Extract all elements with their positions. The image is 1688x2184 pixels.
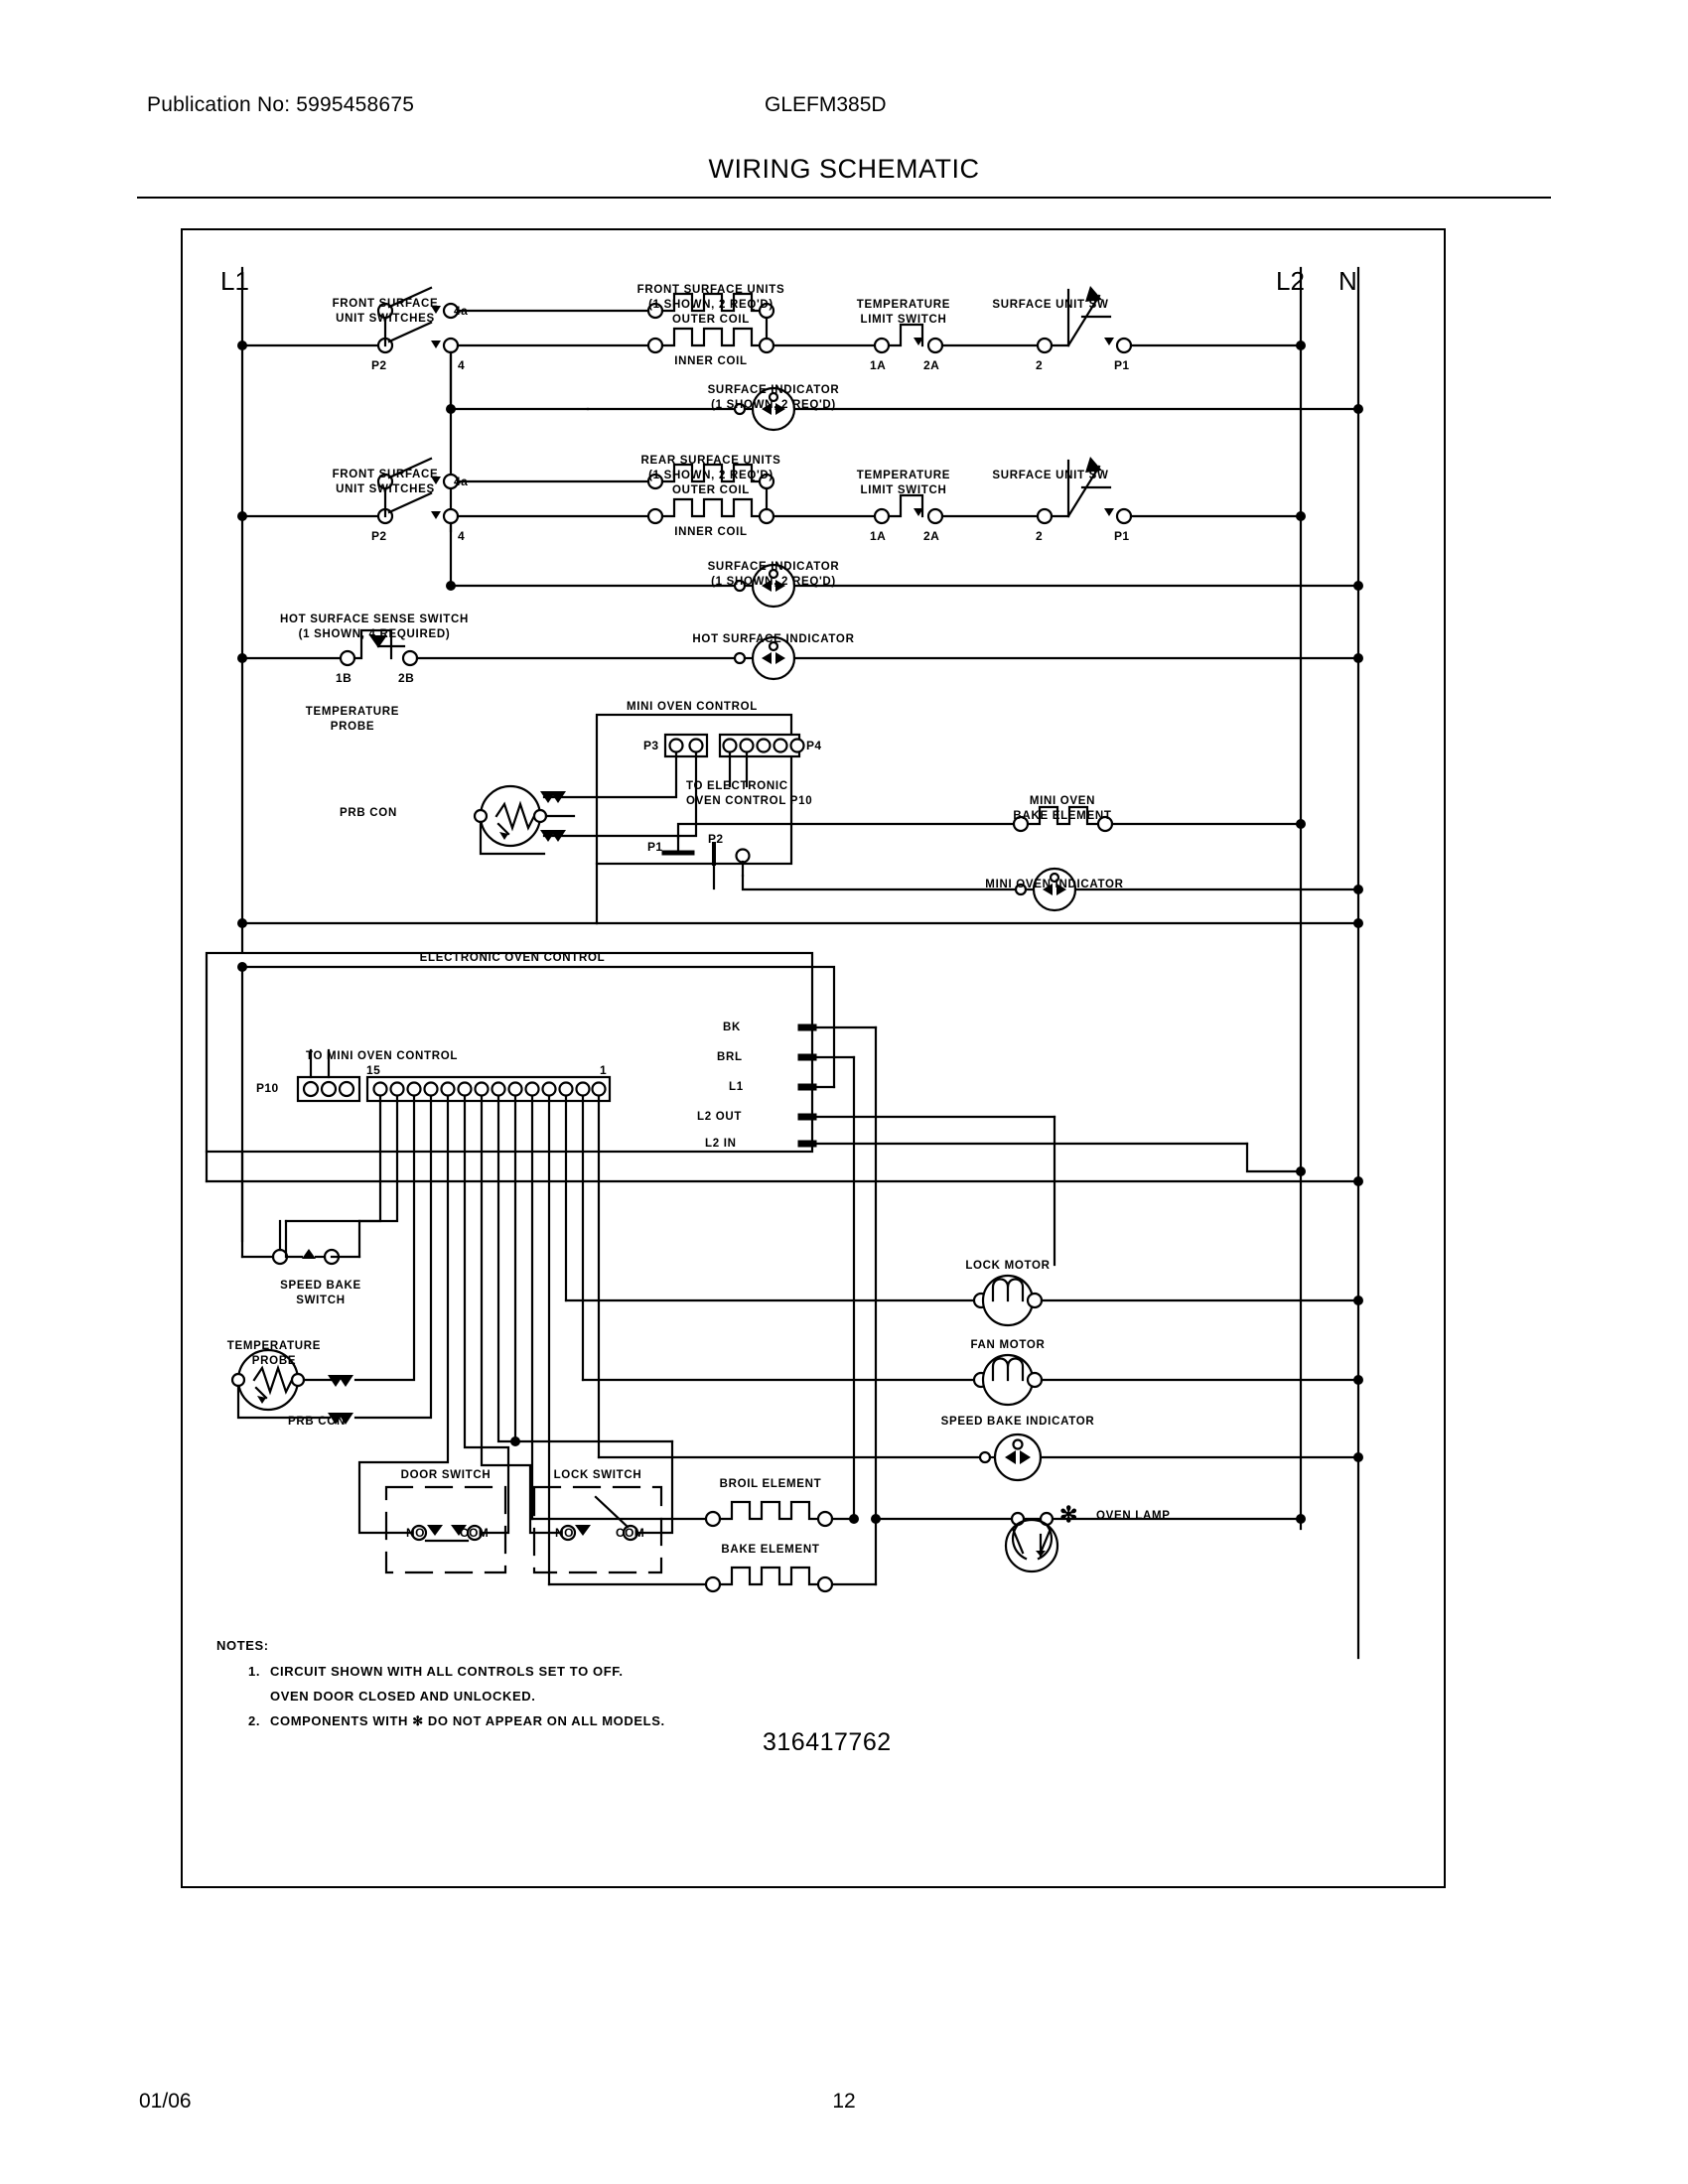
mini-oven-control-title: MINI OVEN CONTROL — [626, 701, 759, 713]
lock-switch-com: COM — [616, 1526, 645, 1540]
circuit1-sw-pin-2: 2 — [1036, 358, 1044, 372]
rail-label-l1: L1 — [220, 266, 249, 296]
circuit2-inner-coil-label: INNER COIL — [674, 526, 748, 538]
circuit1-outer-coil-label: OUTER COIL — [672, 314, 750, 326]
circuit2-surface-unit-sw-title: SURFACE UNIT SW — [992, 470, 1109, 481]
circuit1-limit-pin-1a: 1A — [870, 358, 887, 372]
eoc-title: ELECTRONIC OVEN CONTROL — [419, 952, 606, 964]
lock-switch-no: NO — [555, 1526, 574, 1540]
lock-motor-label: LOCK MOTOR — [965, 1260, 1051, 1272]
circuit1-unit-title-line1: FRONT SURFACE UNITS — [636, 284, 785, 296]
mini-oven-p4-label: P4 — [806, 739, 822, 752]
footer-date: 01/06 — [139, 2090, 192, 2113]
mini-oven-bake-element-line2: BAKE ELEMENT — [1013, 810, 1112, 822]
model-number: GLEFM385D — [765, 93, 887, 116]
mini-oven-bake-element-line1: MINI OVEN — [1029, 795, 1096, 807]
circuit2-unit-title-line2: (1 SHOWN, 2 REQ'D) — [648, 470, 774, 481]
lower-prb-con: PRB CON — [288, 1416, 346, 1428]
circuit2-pin-p2: P2 — [371, 529, 387, 543]
circuit1-limit-title-line1: TEMPERATURE — [856, 299, 951, 311]
circuit1-pin-4a: 4a — [454, 304, 469, 318]
circuit2-outer-coil-label: OUTER COIL — [672, 484, 750, 496]
circuit2-pin-4a: 4a — [454, 475, 469, 488]
circuit2-sw-pin-p1: P1 — [1114, 529, 1130, 543]
page-header — [0, 0, 1688, 199]
mini-oven-p1-label: P1 — [647, 840, 663, 854]
footer-page-number: 12 — [832, 2090, 856, 2113]
circuit2-switch-title-line1: FRONT SURFACE — [332, 469, 439, 480]
circuit1-pin-4: 4 — [458, 358, 466, 372]
note-2-line1: COMPONENTS WITH ✻ DO NOT APPEAR ON ALL MODELS. — [270, 1713, 665, 1728]
notes-heading: NOTES: — [216, 1638, 269, 1653]
hot-surface-title-line1: HOT SURFACE SENSE SWITCH — [280, 614, 469, 625]
bake-element-label: BAKE ELEMENT — [721, 1544, 820, 1556]
note-1-line2: OVEN DOOR CLOSED AND UNLOCKED. — [270, 1689, 536, 1704]
publication-number: Publication No: 5995458675 — [147, 93, 415, 116]
mini-oven-probe-line1: TEMPERATURE — [305, 706, 400, 718]
lock-switch-title: LOCK SWITCH — [553, 1469, 642, 1481]
mini-oven-p3-label: P3 — [643, 739, 659, 752]
circuit1-surface-unit-sw-title: SURFACE UNIT SW — [992, 299, 1109, 311]
note-2-number: 2. — [248, 1713, 261, 1728]
circuit2-unit-title-line1: REAR SURFACE UNITS — [640, 455, 781, 467]
note-1-line1: CIRCUIT SHOWN WITH ALL CONTROLS SET TO OFF. — [270, 1664, 624, 1679]
mini-oven-p2-label: P2 — [708, 832, 724, 846]
mini-oven-probe-line2: PROBE — [330, 721, 375, 733]
page-title: WIRING SCHEMATIC — [708, 154, 980, 184]
circuit1-switch-title-line1: FRONT SURFACE — [332, 298, 439, 310]
note-1-number: 1. — [248, 1664, 261, 1679]
oven-lamp-asterisk-icon: ✻ — [1059, 1502, 1079, 1527]
circuit2-limit-title-line2: LIMIT SWITCH — [860, 484, 947, 496]
circuit1-indicator-line1: SURFACE INDICATOR — [707, 384, 840, 396]
circuit1-indicator-line2: (1 SHOWN, 2 REQ'D) — [711, 399, 836, 411]
part-number: 316417762 — [763, 1728, 892, 1756]
hot-surface-pin-2b: 2B — [398, 671, 415, 685]
eoc-conn-pin-1: 1 — [600, 1063, 608, 1077]
rail-label-n: N — [1338, 266, 1357, 296]
mini-oven-to-eoc-line1: TO ELECTRONIC — [686, 780, 788, 792]
eoc-terminal-l2-out: L2 OUT — [697, 1111, 743, 1123]
mini-oven-indicator-label: MINI OVEN INDICATOR — [985, 879, 1124, 890]
hot-surface-pin-1b: 1B — [336, 671, 352, 685]
circuit1-pin-p2: P2 — [371, 358, 387, 372]
broil-element-label: BROIL ELEMENT — [719, 1478, 822, 1490]
eoc-terminal-bk: BK — [723, 1022, 742, 1033]
circuit2-limit-title-line1: TEMPERATURE — [856, 470, 951, 481]
circuit2-indicator-line2: (1 SHOWN, 2 REQ'D) — [711, 576, 836, 588]
circuit2-pin-4: 4 — [458, 529, 466, 543]
mini-oven-to-eoc-line2: OVEN CONTROL P10 — [686, 795, 813, 807]
lower-probe-line1: TEMPERATURE — [226, 1340, 322, 1352]
rail-label-l2: L2 — [1276, 266, 1305, 296]
door-switch-title: DOOR SWITCH — [400, 1469, 492, 1481]
fan-motor-label: FAN MOTOR — [970, 1339, 1046, 1351]
oven-lamp-label: OVEN LAMP — [1096, 1510, 1171, 1522]
mini-oven-prb-con: PRB CON — [340, 807, 397, 819]
circuit2-switch-title-line2: UNIT SWITCHES — [336, 483, 435, 495]
eoc-p10-label: P10 — [256, 1081, 279, 1095]
circuit1-inner-coil-label: INNER COIL — [674, 355, 748, 367]
eoc-conn-pin-15: 15 — [366, 1063, 381, 1077]
eoc-terminal-l2-in: L2 IN — [705, 1138, 737, 1150]
circuit1-unit-title-line2: (1 SHOWN, 2 REQ'D) — [648, 299, 774, 311]
speed-bake-switch-line1: SPEED BAKE — [280, 1280, 361, 1292]
circuit1-sw-pin-p1: P1 — [1114, 358, 1130, 372]
speed-bake-switch-line2: SWITCH — [296, 1295, 346, 1306]
eoc-terminal-l1: L1 — [729, 1081, 744, 1093]
door-switch-com: COM — [460, 1526, 490, 1540]
circuit2-limit-pin-1a: 1A — [870, 529, 887, 543]
hot-surface-title-line2: (1 SHOWN, 4 REQUIRED) — [298, 628, 451, 640]
eoc-terminal-brl: BRL — [717, 1051, 743, 1063]
circuit2-indicator-line1: SURFACE INDICATOR — [707, 561, 840, 573]
header-divider — [137, 197, 1551, 199]
circuit2-sw-pin-2: 2 — [1036, 529, 1044, 543]
speed-bake-indicator-label: SPEED BAKE INDICATOR — [940, 1416, 1095, 1428]
door-switch-no: NO — [406, 1526, 425, 1540]
circuit1-limit-title-line2: LIMIT SWITCH — [860, 314, 947, 326]
eoc-to-mini-oven-label: TO MINI OVEN CONTROL — [306, 1050, 459, 1062]
hot-surface-indicator-label: HOT SURFACE INDICATOR — [692, 633, 855, 645]
circuit2-limit-pin-2a: 2A — [923, 529, 940, 543]
circuit1-switch-title-line2: UNIT SWITCHES — [336, 313, 435, 325]
lower-probe-line2: PROBE — [251, 1355, 297, 1367]
circuit1-limit-pin-2a: 2A — [923, 358, 940, 372]
